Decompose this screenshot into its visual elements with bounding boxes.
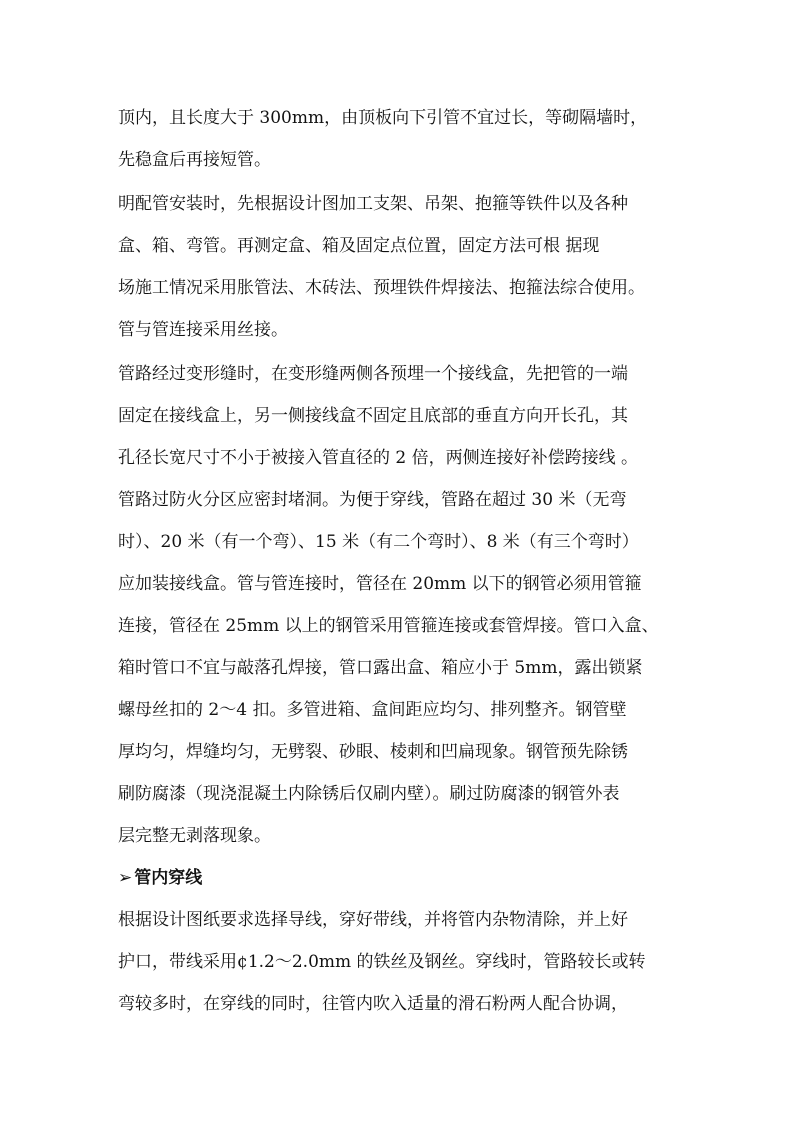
arrow-bullet-icon: ➢ bbox=[118, 868, 133, 888]
section-heading bbox=[118, 868, 678, 888]
text-line: 箱时管口不宜与敲落孔焊接，管口露出盒、箱应小于 5mm，露出锁紧 bbox=[118, 658, 643, 678]
section-heading-text: 管内穿线 bbox=[134, 868, 203, 888]
text-line: 层完整无剥落现象。 bbox=[118, 826, 271, 846]
text-line: 管路过防火分区应密封堵洞。为便于穿线，管路在超过 30 米（无弯 bbox=[118, 490, 627, 510]
text-line: 孔径长宽尺寸不小于被接入管直径的 2 倍，两侧连接好补偿跨接线 。 bbox=[118, 448, 639, 468]
text-line: 时）、20 米（有一个弯）、15 米（有二个弯时）、8 米（有三个弯时） bbox=[118, 532, 639, 552]
text-line: 螺母丝扣的 2～4 扣。多管进箱、盒间距应均匀、排列整齐。钢管壁 bbox=[118, 700, 627, 720]
text-line: 根据设计图纸要求选择导线，穿好带线，并将管内杂物清除，并上好 bbox=[118, 910, 628, 930]
text-line: 顶内，且长度大于 300mm，由顶板向下引管不宜过长，等砌隔墙时， bbox=[118, 108, 648, 128]
text-line: 弯较多时，在穿线的同时，往管内吹入适量的滑石粉两人配合协调， bbox=[118, 994, 628, 1014]
text-line: 连接，管径在 25mm 以上的钢管采用管箍连接或套管焊接。管口入盒、 bbox=[118, 616, 659, 636]
text-line: 管与管连接采用丝接。 bbox=[118, 320, 288, 340]
text-line: 盒、箱、弯管。再测定盒、箱及固定点位置，固定方法可根 据现 bbox=[118, 236, 600, 256]
text-line: 先稳盒后再接短管。 bbox=[118, 150, 271, 170]
text-line: 护口，带线采用¢1.2～2.0mm 的铁丝及钢丝。穿线时，管路较长或转 bbox=[118, 952, 646, 972]
text-line: 刷防腐漆（现浇混凝土内除锈后仅刷内壁）。刷过防腐漆的钢管外表 bbox=[118, 784, 620, 804]
text-line: 固定在接线盒上，另一侧接线盒不固定且底部的垂直方向开长孔，其 bbox=[118, 406, 628, 426]
text-line: 应加装接线盒。管与管连接时，管径在 20mm 以下的钢管必须用管箍 bbox=[118, 574, 642, 594]
text-line: 明配管安装时，先根据设计图加工支架、吊架、抱箍等铁件以及各种 bbox=[118, 194, 628, 214]
text-line: 管路经过变形缝时，在变形缝两侧各预埋一个接线盒，先把管的一端 bbox=[118, 364, 628, 384]
text-line: 场施工情况采用胀管法、木砖法、预埋铁件焊接法、抱箍法综合使用。 bbox=[118, 278, 645, 298]
text-line: 厚均匀，焊缝均匀，无劈裂、砂眼、棱刺和凹扁现象。钢管预先除锈 bbox=[118, 742, 628, 762]
